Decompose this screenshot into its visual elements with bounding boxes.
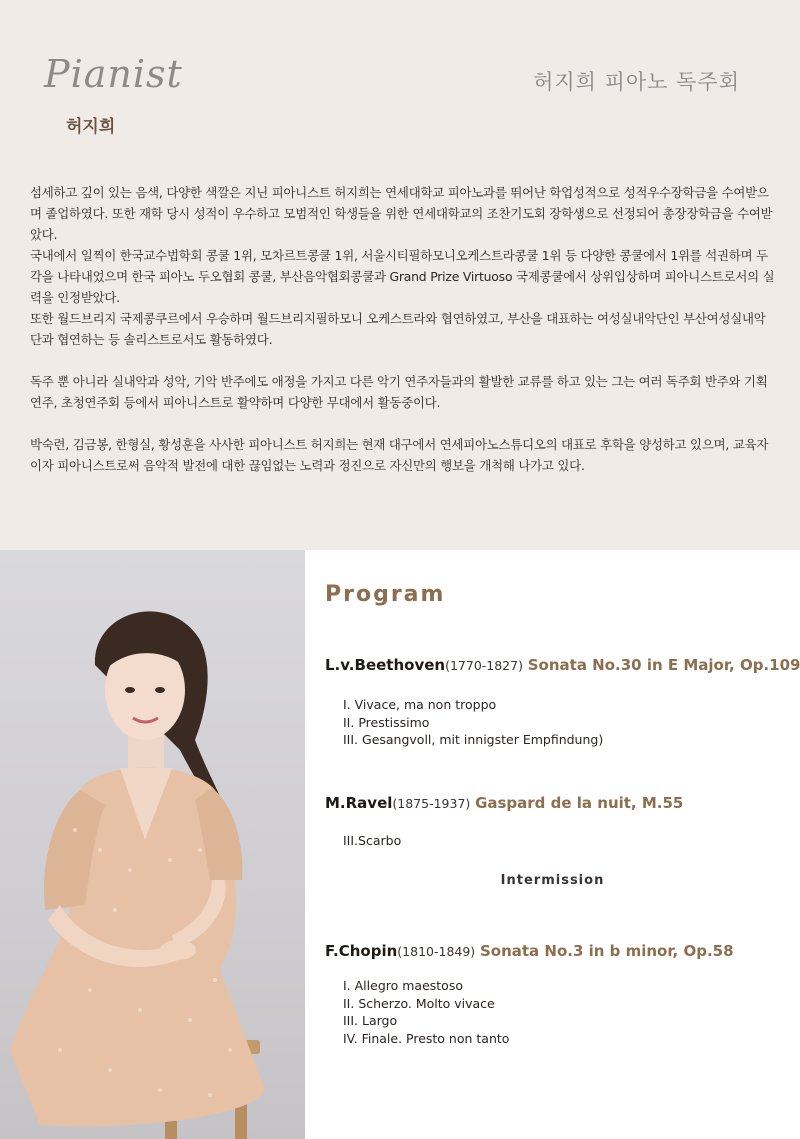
program-title: Program — [325, 582, 446, 607]
composer-name: M.Ravel — [325, 794, 393, 812]
composer-years: (1770-1827) — [445, 658, 523, 673]
movement-item: III. Largo — [343, 1013, 398, 1028]
eye — [155, 687, 165, 693]
pianist-portrait-illustration — [0, 550, 305, 1139]
bio-paragraph: 독주 뿐 아니라 실내악과 성악, 기악 반주에도 애정을 가지고 다른 악기 연주자들과의 활발한 교류를 하고 있는 그는 여러 독주회 반주와 기획 연주, 초청연주회 등에서 피아니스트로 활약하며 다양한 무대에서 활동중이다. — [30, 374, 768, 410]
composer-name: F.Chopin — [325, 942, 398, 960]
pianist-script-label: Pianist — [44, 52, 183, 96]
program-section — [305, 550, 800, 1139]
recital-title: 허지희 피아노 독주회 — [533, 70, 740, 94]
movement-item: III. Gesangvoll, mit innigster Empfindung) — [343, 732, 604, 747]
movement-item: II. Prestissimo — [343, 714, 430, 730]
bio-paragraph: 박숙련, 김금봉, 한형실, 황성훈을 사사한 피아니스트 허지희는 현재 대구에서 연세피아노스튜디오의 대표로 후학을 양성하고 있으며, 교육자이자 피아니스트로써 음악적 발전에 대한 끊임없는 노력과 정진으로 자신만의 행보을 개척해 나가고 있다. — [30, 437, 769, 473]
movement-item: I. Vivace, ma non troppo — [343, 697, 497, 712]
composer-years: (1810-1849) — [397, 944, 476, 959]
bio-paragraph: 국내에서 일찍이 한국교수법학회 콩쿨 1위, 모차르트콩쿨 1위, 서울시티필하모니오케스트라콩쿨 1위 등 다양한 콩쿨에서 1위를 석권하며 두각을 나타내었으며 한국 피아노 두오협회 콩쿨, 부산음악협회콩쿨과 Grand Prize Virtuoso 국제콩쿨에서 상위입상하며 피아니스트로서의 실력을 인정받았다. — [30, 248, 775, 305]
piece-heading-ravel — [325, 794, 683, 812]
composer-name: L.v.Beethoven — [325, 656, 446, 674]
work-title: Sonata No.30 in E Major, Op.109 — [527, 656, 800, 674]
biography — [30, 182, 775, 497]
bio-paragraph: 또한 월드브리지 국제콩쿠르에서 우승하며 월드브리지필하모니 오케스트라와 협연하였고, 부산을 대표하는 여성실내악단인 부산여성실내악단과 협연하는 등 솔리스트로서도 활동하였다. — [30, 311, 766, 347]
piece-heading-chopin — [325, 942, 734, 960]
movement-list-ravel — [343, 832, 401, 850]
bio-paragraph: 섬세하고 깊이 있는 음색, 다양한 색깔은 지닌 피아니스트 허지희는 연세대학교 피아노과를 뛰어난 학업성적으로 성적우수장학금을 수여받으며 졸업하였다. 또한 재학 당시 성적이 우수하고 모범적인 학생들을 위한 연세대학교의 조찬기도회 장학생으로 선정되어 총장장학금을 수여받았다. — [30, 185, 773, 242]
movement-item: IV. Finale. Presto non tanto — [343, 1030, 510, 1046]
composer-years: (1875-1937) — [392, 796, 471, 811]
pianist-name: 허지희 — [66, 117, 116, 137]
hands — [160, 940, 196, 960]
eye — [125, 687, 135, 693]
movement-item: I. Allegro maestoso — [343, 978, 463, 993]
piece-heading-beethoven — [325, 656, 800, 674]
movement-item: III.Scarbo — [343, 833, 402, 848]
bio-section — [0, 0, 800, 550]
work-title: Sonata No.3 in b minor, Op.58 — [479, 942, 734, 960]
intermission-label: Intermission — [500, 873, 605, 888]
pianist-photo — [0, 550, 305, 1139]
work-title: Gaspard de la nuit, M.55 — [475, 794, 684, 812]
movement-item: II. Scherzo. Molto vivace — [343, 995, 495, 1011]
movement-list-beethoven — [343, 696, 603, 749]
movement-list-chopin — [343, 977, 509, 1047]
